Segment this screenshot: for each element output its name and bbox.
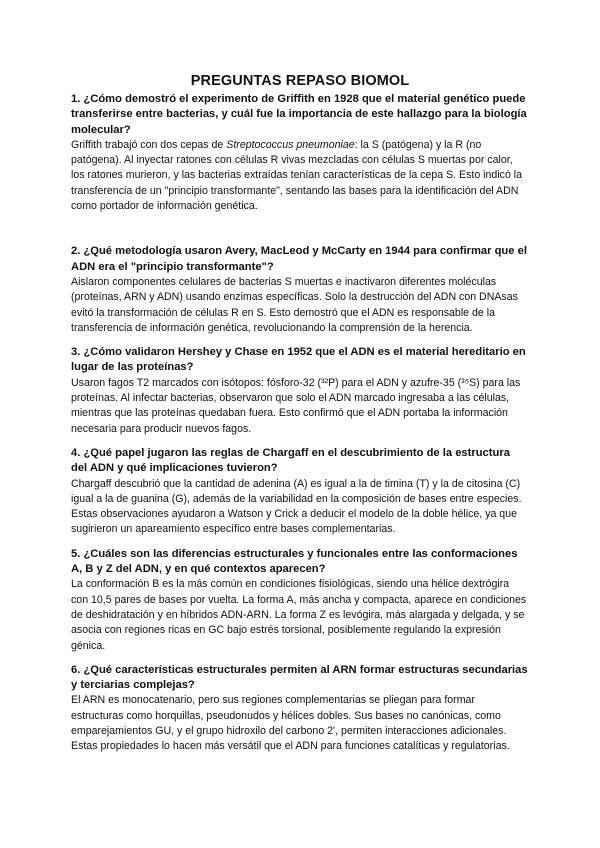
section-spacer bbox=[71, 214, 529, 244]
answer-3: Usaron fagos T2 marcados con isótopos: fósforo-32 (³²P) para el ADN y azufre-35 (³⁵S) para las proteínas. Al infectar bacterias, observaron que solo el ADN marcado ingresaba a las células, mientras que las proteínas quedaban fuera. Esto confirmó que el ADN portaba la información necesaria para producir nuevos fagos. bbox=[71, 376, 521, 435]
section-spacer bbox=[71, 437, 529, 446]
question-4: 4. ¿Qué papel jugaron las reglas de Chargaff en el descubrimiento de la estructura del ADN y qué implicaciones tuvieron? bbox=[71, 446, 510, 475]
qa-item-4 bbox=[71, 446, 529, 538]
answer-5: La conformación B es la más común en condiciones fisiológicas, siendo una hélice dextrógira con 10,5 pares de bases por vuelta. La forma A, más ancha y compacta, aparece en condiciones de deshidratación y en híbridos ADN-ARN. La forma Z es levógira, más alargada y delgada, y se asocia con regiones ricas en GC bajo estrés torsional, posiblemente regulando la expresión génica. bbox=[71, 578, 527, 652]
section-spacer bbox=[71, 654, 529, 663]
qa-item-3 bbox=[71, 345, 529, 437]
answer-2: Aislaron componentes celulares de bacterias S muertas e inactivaron diferentes moléculas (proteínas, ARN y ADN) usando enzimas específicas. Solo la destrucción del ADN con DNAsas evitó la transformación de células R en S. Esto demostró que el ADN es responsable de la transferencia de información genética, revolucionando la comprensión de la herencia. bbox=[71, 275, 518, 334]
answer-6: El ARN es monocatenario, pero sus regiones complementarias se pliegan para formar estructuras como horquillas, pseudonudos y hélices dobles. Sus bases no canónicas, como emparejamientos GU, y el grupo hidroxilo del carbono 2', permiten interacciones adicionales. Estas propiedades lo hacen más versátil que el ADN para funciones catalíticas y regulatorias. bbox=[71, 694, 510, 753]
qa-item-5 bbox=[71, 547, 529, 654]
answer-1-part-1: Griffith trabajó con dos cepas de bbox=[71, 138, 227, 151]
qa-item-2 bbox=[71, 244, 529, 336]
question-3: 3. ¿Cómo validaron Hershey y Chase en 1952 que el ADN es el material hereditario en lugar de las proteínas? bbox=[71, 346, 526, 374]
question-5: 5. ¿Cuáles son las diferencias estructurales y funcionales entre las conformaciones A, B y Z del ADN, y en qué contextos aparecen? bbox=[71, 547, 518, 576]
question-1: 1. ¿Cómo demostró el experimento de Griffith en 1928 que el material genético puede transferirse entre bacterias, y cuál fue la importancia de este hallazgo para la biología molecular? bbox=[71, 93, 527, 136]
section-spacer bbox=[71, 538, 529, 547]
qa-item-6 bbox=[71, 663, 529, 755]
page-title: PREGUNTAS REPASO BIOMOL bbox=[190, 73, 410, 89]
question-6: 6. ¿Qué características estructurales permiten al ARN formar estructuras secundarias y terciarias complejas? bbox=[71, 663, 528, 692]
section-spacer bbox=[71, 336, 529, 345]
answer-1-part-2: : la S (patógena) y la R (no patógena). Al inyectar ratones con células R vivas mezcladas con células S muertas por calor, los ratones murieron, y las bacterias extraídas tenían características de la cepa S. Esto indicó la transferencia de un "principio transformante", sentando las bases para la identificación del ADN como portador de información genética. bbox=[71, 138, 523, 213]
qa-item-1 bbox=[71, 92, 529, 214]
question-2: 2. ¿Qué metodología usaron Avery, MacLeod y McCarty en 1944 para confirmar que el ADN era el "principio transformante"? bbox=[71, 245, 527, 273]
answer-4: Chargaff descubrió que la cantidad de adenina (A) es igual a la de timina (T) y la de citosina (C) igual a la de guanina (G), además de la variabilidad en la composición de bases entre especies. Estas observaciones ayudaron a Watson y Crick a deducir el modelo de la doble hélice, ya que sugirieron un apareamiento específico entre bases complementarias. bbox=[71, 477, 522, 536]
answer-1-species-name: Streptococcus pneumoniae bbox=[226, 138, 355, 151]
answer-1 bbox=[71, 138, 529, 214]
document-page bbox=[71, 72, 529, 755]
